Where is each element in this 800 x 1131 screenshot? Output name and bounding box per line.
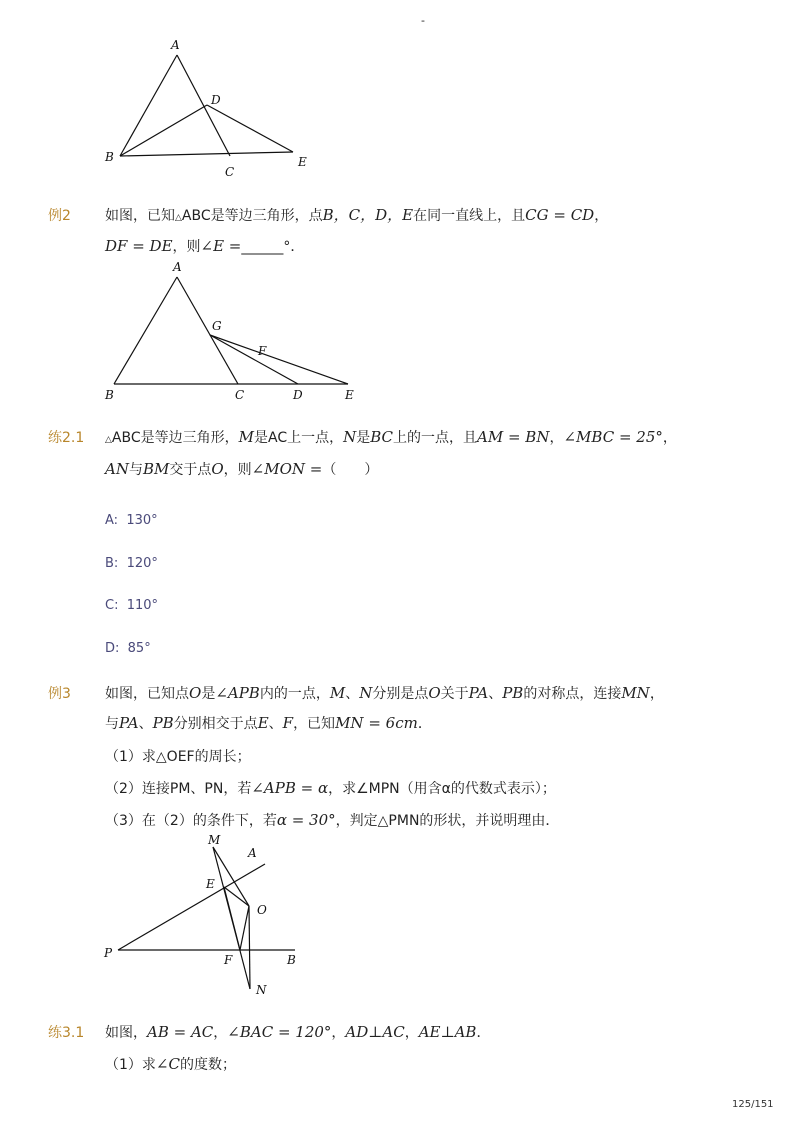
fig2-label-e: E xyxy=(345,388,354,402)
practice-3-1-label: 练3.1 xyxy=(48,1025,85,1041)
ex2-text: ， xyxy=(594,208,609,224)
text-segment: 与 xyxy=(105,716,119,732)
fig3-label-a: A xyxy=(248,846,257,860)
math-segment: N xyxy=(343,428,357,446)
fig1-label-a: A xyxy=(171,38,180,52)
math-segment: ∠MBC = 25° xyxy=(563,428,663,446)
text-segment: ． xyxy=(417,716,432,732)
ex2-text: °． xyxy=(283,239,305,255)
ex3-q2-content xyxy=(105,781,556,797)
math-segment: ∠MON = xyxy=(251,460,323,478)
fig2-label-f: F xyxy=(258,344,267,358)
text-segment: ，判定△PMN的形状，并说明理由． xyxy=(335,813,560,829)
example-2-line-1 xyxy=(105,204,608,225)
fig3-label-o: O xyxy=(257,903,267,917)
math-segment: N xyxy=(359,684,373,702)
text-segment: （ ） xyxy=(322,462,379,478)
text-segment: （3）在（2）的条件下，若 xyxy=(105,813,277,829)
math-segment: AN xyxy=(105,460,129,478)
pr21-line1-content xyxy=(112,430,677,446)
text-segment: ， xyxy=(549,430,564,446)
example-3-line-1 xyxy=(105,683,664,703)
option-d[interactable] xyxy=(105,641,151,656)
ex2-answer-blank[interactable]: ______ xyxy=(241,239,284,255)
example-3-line-2 xyxy=(105,713,432,733)
text-segment: 关于 xyxy=(440,686,469,702)
fig3-label-n: N xyxy=(256,983,267,997)
math-segment: MN xyxy=(621,684,650,702)
ex2-eq-angle-e: ∠E = xyxy=(200,237,242,255)
math-segment: O xyxy=(428,684,441,702)
fig2-label-g: G xyxy=(212,319,222,333)
text-segment: 分别是点 xyxy=(372,686,429,702)
fig1-label-d: D xyxy=(211,93,221,107)
ex3-line2-content xyxy=(105,716,432,732)
math-segment: M xyxy=(329,684,346,702)
fig3-label-p: P xyxy=(104,946,113,960)
practice-3-1-question-1 xyxy=(105,1054,236,1074)
math-segment: BC xyxy=(370,428,394,446)
option-a[interactable] xyxy=(105,513,158,528)
example-3-question-3 xyxy=(105,810,559,830)
option-c[interactable] xyxy=(105,598,158,613)
fig3-label-f: F xyxy=(224,953,233,967)
text-segment: 是 xyxy=(201,686,216,702)
math-segment: E xyxy=(257,714,269,732)
text-segment: 分别相交于点 xyxy=(173,716,258,732)
fig1-label-b: B xyxy=(105,150,114,164)
math-segment: AE⊥AB xyxy=(418,1023,477,1041)
option-b-key: B: xyxy=(105,556,119,571)
pr21-line2-content xyxy=(105,462,378,478)
math-segment: PB xyxy=(502,684,524,702)
fig1-label-e: E xyxy=(298,155,307,169)
ex3-line1-content xyxy=(105,686,664,702)
text-segment: 交于点 xyxy=(169,462,212,478)
math-segment: MN = 6cm xyxy=(335,714,418,732)
fig2-label-b: B xyxy=(105,388,114,402)
practice-2-1-line-1 xyxy=(105,427,677,447)
option-d-value: 85° xyxy=(127,641,151,656)
math-segment: ∠C xyxy=(155,1055,180,1073)
ex2-eq-cg-cd: CG = CD xyxy=(525,206,595,224)
fig2-label-c: C xyxy=(235,388,245,402)
fig3-label-m: M xyxy=(208,833,221,847)
triangle-symbol: △ xyxy=(105,435,112,445)
ex2-text: 在同一直线上，且 xyxy=(413,208,526,224)
math-segment: ∠BAC = 120° xyxy=(227,1023,332,1041)
figure-triangle-abe xyxy=(100,35,320,185)
text-segment: ， xyxy=(649,686,664,702)
fig2-label-a: A xyxy=(173,260,182,274)
text-segment: ，求∠MPN（用含α的代数式表示）； xyxy=(328,781,556,797)
practice-3-1-line-1 xyxy=(105,1022,490,1042)
text-segment: ，则 xyxy=(223,462,252,478)
math-segment: ∠APB = α xyxy=(251,779,329,797)
practice-2-1-line-2 xyxy=(105,459,378,479)
ex3-q3-content xyxy=(105,813,559,829)
text-segment: ，已知 xyxy=(293,716,336,732)
figure-triangle-gfe xyxy=(100,258,370,408)
pr31-q1-content xyxy=(105,1057,236,1073)
text-segment: 是AC上一点， xyxy=(254,430,344,446)
text-segment: 的对称点，连接 xyxy=(523,686,622,702)
text-segment: 是 xyxy=(356,430,371,446)
text-segment: （2）连接PM、PN，若 xyxy=(105,781,252,797)
text-segment: ， xyxy=(404,1025,419,1041)
figure-angle-apb xyxy=(100,830,310,1005)
example-2-line-2 xyxy=(105,236,304,256)
text-segment: 如图，已知点 xyxy=(105,686,189,702)
option-c-key: C: xyxy=(105,598,119,613)
text-segment: 与 xyxy=(128,462,143,478)
example-3-label: 例3 xyxy=(48,686,71,702)
ex2-text: 是等边三角形，点 xyxy=(210,208,323,224)
text-segment: ． xyxy=(476,1025,491,1041)
math-segment: BM xyxy=(142,460,170,478)
option-a-value: 130° xyxy=(126,513,158,528)
text-segment: ABC是等边三角形， xyxy=(111,430,239,446)
text-segment: ， xyxy=(213,1025,228,1041)
math-segment: PB xyxy=(152,714,174,732)
text-segment: （1）求 xyxy=(105,1057,156,1073)
option-c-value: 110° xyxy=(126,598,159,613)
fig3-label-b: B xyxy=(287,953,296,967)
option-b-value: 120° xyxy=(126,556,158,571)
example-3-question-2 xyxy=(105,778,556,798)
text-segment: 、 xyxy=(268,716,283,732)
text-segment: 、 xyxy=(488,686,503,702)
pr31-line1-content xyxy=(105,1025,490,1041)
math-segment: PA xyxy=(468,684,489,702)
fig2-label-d: D xyxy=(293,388,303,402)
text-segment: 的度数； xyxy=(179,1057,236,1073)
text-segment: 、 xyxy=(345,686,360,702)
practice-2-1-label: 练2.1 xyxy=(48,430,85,446)
math-segment: F xyxy=(282,714,294,732)
text-segment: 内的一点， xyxy=(259,686,330,702)
math-segment: AM = BN xyxy=(477,428,550,446)
math-segment: ∠APB xyxy=(215,684,260,702)
page-number: 125/151 xyxy=(732,1099,774,1110)
text-segment: 上的一点，且 xyxy=(393,430,478,446)
example-2-label: 例2 xyxy=(48,208,71,224)
triangle-symbol: △ xyxy=(175,213,182,223)
text-segment: ， xyxy=(331,1025,346,1041)
ex2-tri: ABC xyxy=(181,208,211,224)
top-mark: - xyxy=(421,14,425,27)
fig3-label-e: E xyxy=(206,877,215,891)
math-segment: α = 30° xyxy=(276,811,336,829)
option-a-key: A: xyxy=(105,513,119,528)
math-segment: AD⊥AC xyxy=(345,1023,405,1041)
math-segment: M xyxy=(238,428,254,446)
math-segment: PA xyxy=(119,714,139,732)
ex2-text: 如图，已知 xyxy=(105,208,175,224)
ex2-eq-df-de: DF = DE xyxy=(105,237,173,255)
text-segment: 、 xyxy=(138,716,153,732)
option-b[interactable] xyxy=(105,556,158,571)
ex2-text: ，则 xyxy=(172,239,201,255)
math-segment: AB = AC xyxy=(147,1023,214,1041)
option-d-key: D: xyxy=(105,641,120,656)
ex2-points: B，C，D，E xyxy=(322,206,414,224)
text-segment: 如图， xyxy=(105,1025,147,1041)
text-segment: ， xyxy=(662,430,677,446)
math-segment: O xyxy=(211,460,224,478)
math-segment: O xyxy=(189,684,202,702)
fig1-label-c: C xyxy=(225,165,235,179)
example-3-question-1: （1）求△OEF的周长； xyxy=(105,749,251,765)
